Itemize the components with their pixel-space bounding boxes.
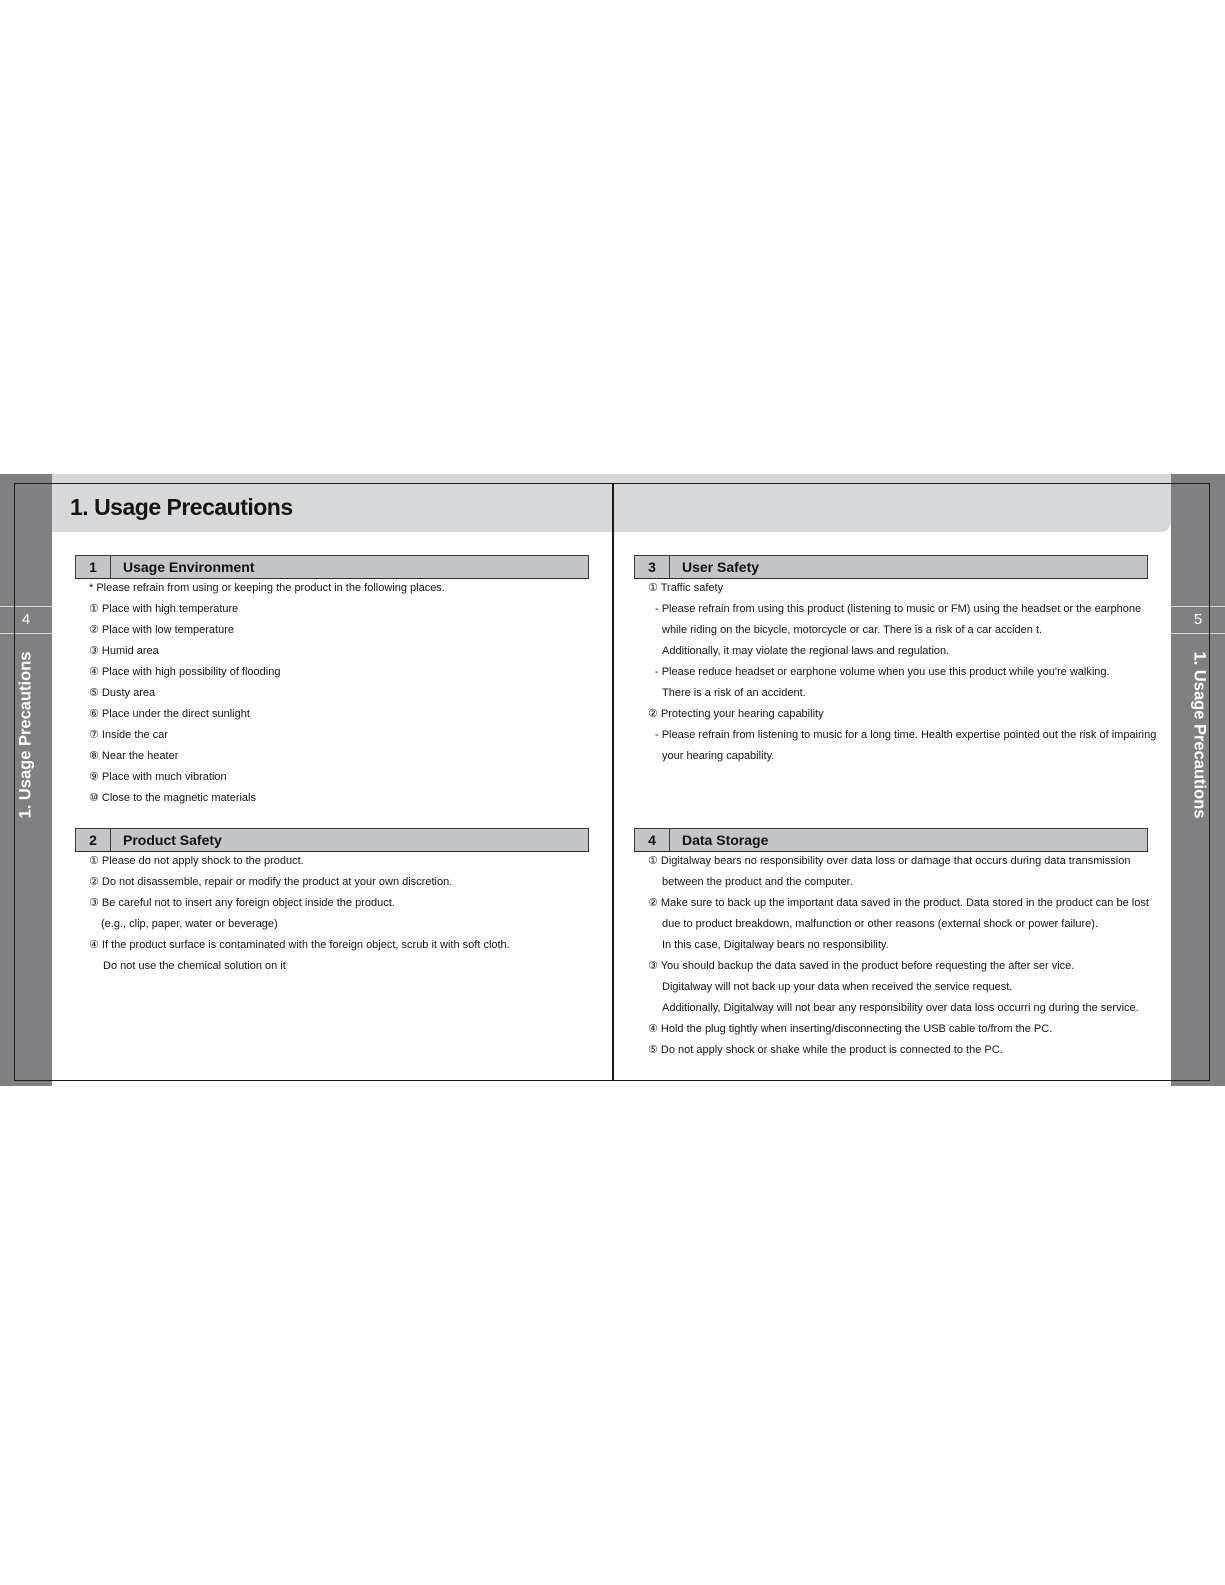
page-number-right: 5 — [1171, 606, 1225, 634]
section-title: Product Safety — [123, 832, 222, 848]
section-title: Usage Environment — [123, 559, 255, 575]
list-item: ⑩ Close to the magnetic materials — [89, 792, 256, 804]
list-item: ① Traffic safety — [648, 582, 724, 594]
list-item: In this case, Digitalway bears no responsibility. — [662, 939, 889, 951]
list-item: ② Protecting your hearing capability — [648, 708, 824, 720]
side-label-right: 1. Usage Precautions — [1190, 651, 1209, 819]
list-item: - Please reduce headset or earphone volume when you use this product while you're walking. — [655, 666, 1110, 678]
section-title: User Safety — [682, 559, 760, 575]
list-item: Digitalway will not back up your data when received the service request. — [662, 981, 1013, 993]
list-item: while riding on the bicycle, motorcycle or car. There is a risk of a car acciden t. — [662, 624, 1043, 636]
section-lines — [75, 851, 589, 977]
list-item: ① Place with high temperature — [89, 603, 239, 615]
section-title: Data Storage — [682, 832, 769, 848]
section-number: 1 — [76, 556, 111, 578]
list-item: ③ You should backup the data saved in the product before requesting the after ser vice. — [648, 960, 1075, 972]
list-item: (e.g., clip, paper, water or beverage) — [101, 918, 278, 930]
list-item: ② Do not disassemble, repair or modify the product at your own discretion. — [89, 876, 453, 888]
section-header — [634, 828, 1148, 851]
section-number: 2 — [76, 829, 111, 851]
list-item: ④ Place with high possibility of flooding — [89, 666, 281, 678]
list-item: ① Digitalway bears no responsibility over data loss or damage that occurs during data transmission — [648, 855, 1131, 867]
section-number: 3 — [635, 556, 670, 578]
section-header — [75, 828, 589, 851]
list-item: ③ Humid area — [89, 645, 159, 657]
list-item: Additionally, Digitalway will not bear any responsibility over data loss occurri ng during the service. — [662, 1002, 1139, 1014]
section-lines — [634, 851, 1148, 1061]
section-data-storage — [634, 828, 1148, 1061]
section-usage-environment — [75, 555, 589, 809]
section-lines — [75, 578, 589, 809]
list-item: ⑥ Place under the direct sunlight — [89, 708, 250, 720]
list-item: ⑤ Do not apply shock or shake while the product is connected to the PC. — [648, 1044, 1003, 1056]
section-lines — [634, 578, 1157, 767]
list-item: between the product and the computer. — [662, 876, 853, 888]
list-item: ② Place with low temperature — [89, 624, 234, 636]
section-product-safety — [75, 828, 589, 977]
section-user-safety — [634, 555, 1157, 767]
section-header — [75, 555, 589, 578]
list-item: * Please refrain from using or keeping the product in the following places. — [89, 582, 445, 594]
page-number-left: 4 — [0, 606, 52, 634]
list-item: - Please refrain from using this product (listening to music or FM) using the headset or the earphone — [655, 603, 1142, 615]
section-number: 4 — [635, 829, 670, 851]
list-item: - Please refrain from listening to music for a long time. Health expertise pointed out the risk of impairing — [655, 729, 1157, 741]
list-item: your hearing capability. — [662, 750, 775, 762]
list-item: Do not use the chemical solution on it — [103, 960, 286, 972]
list-item: ② Make sure to back up the important data saved in the product. Data stored in the product can be lost — [648, 897, 1149, 909]
list-item: ⑧ Near the heater — [89, 750, 179, 762]
section-header — [634, 555, 1148, 578]
list-item: ④ If the product surface is contaminated with the foreign object, scrub it with soft cloth. — [89, 939, 510, 951]
page-title: 1. Usage Precautions — [70, 494, 293, 520]
list-item: There is a risk of an accident. — [662, 687, 806, 699]
list-item: ⑦ Inside the car — [89, 729, 168, 741]
list-item: ⑤ Dusty area — [89, 687, 156, 699]
page-divider — [612, 483, 614, 1081]
side-label-left: 1. Usage Precautions — [16, 651, 35, 819]
list-item: due to product breakdown, malfunction or other reasons (external shock or power failure). — [662, 918, 1098, 930]
list-item: Additionally, it may violate the regional laws and regulation. — [662, 645, 950, 657]
list-item: ① Please do not apply shock to the product. — [89, 855, 304, 867]
list-item: ⑨ Place with much vibration — [89, 771, 227, 783]
list-item: ③ Be careful not to insert any foreign object inside the product. — [89, 897, 395, 909]
list-item: ④ Hold the plug tightly when inserting/disconnecting the USB cable to/from the PC. — [648, 1023, 1053, 1035]
